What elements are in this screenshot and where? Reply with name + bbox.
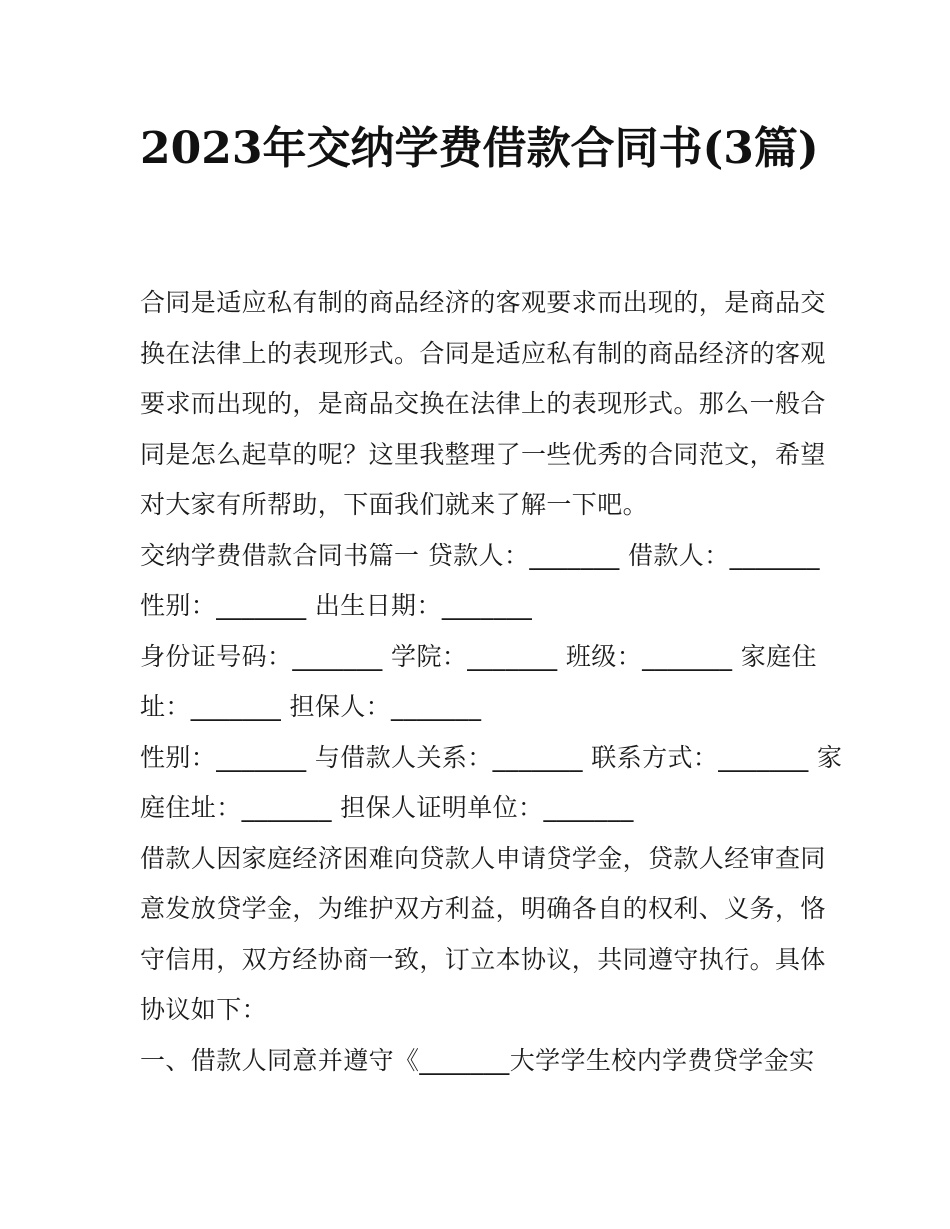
body-line: 性别：_______ 与借款人关系：_______ 联系方式：_______ 家 xyxy=(140,742,843,772)
body-line: 一、借款人同意并遵守《_______大学学生校内学费贷学金实 xyxy=(140,1045,815,1075)
body-line: 要求而出现的，是商品交换在法律上的表现形式。那么一般合 xyxy=(140,389,826,418)
body-line: 性别：_______ 出生日期：_______ xyxy=(140,591,533,620)
document-body xyxy=(140,278,843,1086)
document-title: 2023年交纳学费借款合同书(3篇) xyxy=(140,123,819,174)
body-line: 址：_______ 担保人：_______ xyxy=(140,692,482,721)
body-line: 守信用，双方经协商一致，订立本协议，共同遵守执行。具体 xyxy=(140,944,826,974)
body-line: 交纳学费借款合同书篇一 贷款人：_______ 借款人：_______ xyxy=(140,540,820,570)
body-line: 庭住址：_______ 担保人证明单位：_______ xyxy=(140,793,634,822)
body-line: 对大家有所帮助，下面我们就来了解一下吧。 xyxy=(140,490,649,519)
body-line: 换在法律上的表现形式。合同是适应私有制的商品经济的客观 xyxy=(140,338,826,368)
body-line: 身份证号码：_______ 学院：_______ 班级：_______ 家庭住 xyxy=(140,641,817,671)
body-line: 合同是适应私有制的商品经济的客观要求而出现的，是商品交 xyxy=(140,288,826,317)
body-line: 意发放贷学金，为维护双方利益，明确各自的权利、义务，恪 xyxy=(140,894,826,923)
body-line: 协议如下： xyxy=(140,995,268,1024)
body-line: 借款人因家庭经济困难向贷款人申请贷学金，贷款人经审查同 xyxy=(140,843,826,873)
body-line: 同是怎么起草的呢？这里我整理了一些优秀的合同范文，希望 xyxy=(140,439,826,469)
